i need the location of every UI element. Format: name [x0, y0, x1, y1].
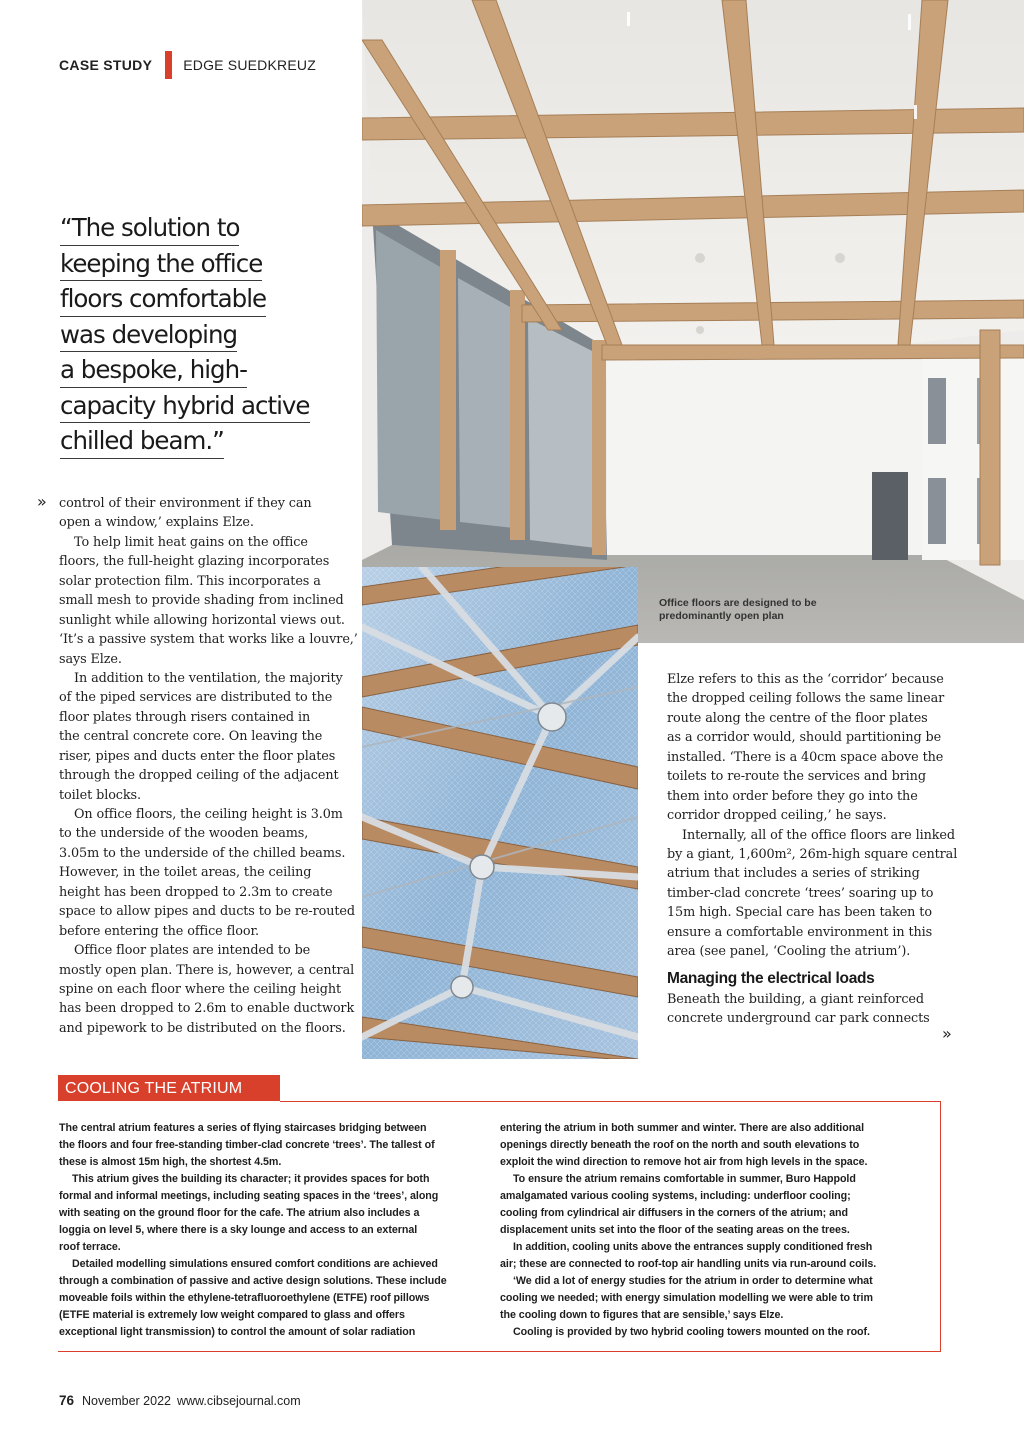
- panel-text-line: air; these are connected to roof-top air handling units via run-around coils.: [500, 1258, 877, 1270]
- section-header: [59, 50, 316, 80]
- body-text-line: control of their environment if they can: [59, 496, 312, 511]
- body-text-line: concrete underground car park connects: [667, 1011, 930, 1026]
- panel-text-line: cooling we needed; with energy simulation modelling we were able to trim: [500, 1292, 873, 1304]
- body-text-line: route along the centre of the floor plates: [667, 710, 928, 726]
- office-floor-photo: [362, 0, 1024, 643]
- body-text-line: In addition to the ventilation, the majority: [74, 670, 343, 686]
- panel-text-line: exploit the wind direction to remove hot air from high levels in the space.: [500, 1156, 868, 1168]
- panel-column-left: [59, 1120, 479, 1341]
- pull-quote-line: was developing: [60, 317, 237, 353]
- pull-quote-line: keeping the office: [60, 246, 262, 282]
- body-text-line: floor plates through risers contained in: [59, 709, 311, 725]
- body-text-line: them into order before they go into the: [667, 788, 918, 804]
- subheading: Managing the electrical loads: [667, 969, 875, 987]
- body-text-line: the dropped ceiling follows the same linear: [667, 691, 945, 707]
- body-text-line: height has been dropped to 2.3m to create: [59, 884, 333, 900]
- website-url: www.cibsejournal.com: [176, 1394, 301, 1408]
- panel-title: COOLING THE ATRIUM: [58, 1075, 280, 1101]
- pull-quote-line: floors comfortable: [60, 281, 266, 317]
- body-text-line: by a giant, 1,600m², 26m-high square central: [667, 846, 958, 862]
- body-text-line: to the underside of the wooden beams,: [59, 826, 309, 842]
- panel-text-line: moveable foils within the ethylene-tetrafluoroethylene (ETFE) roof pillows: [59, 1292, 430, 1304]
- panel-text-line: displacement units set into the floor of the seating areas on the trees.: [500, 1224, 850, 1236]
- body-text-line: 3.05m to the underside of the chilled beams.: [59, 845, 346, 861]
- body-text-line: On office floors, the ceiling height is 3.0m: [74, 807, 343, 822]
- panel-text-line: openings directly beneath the roof on the north and south elevations to: [500, 1139, 860, 1151]
- body-text-line: small mesh to provide shading from inclined: [59, 593, 344, 609]
- panel-text-line: The central atrium features a series of flying staircases bridging between: [59, 1122, 427, 1134]
- body-text-line: To help limit heat gains on the office: [74, 534, 308, 550]
- panel-text-line: Cooling is provided by two hybrid cooling towers mounted on the roof.: [513, 1326, 870, 1338]
- page-number: 76: [59, 1393, 75, 1408]
- body-text-line: through the dropped ceiling of the adjacent: [59, 768, 339, 784]
- body-text-line: space to allow pipes and ducts to be re-routed: [59, 904, 355, 920]
- body-text-line: and pipework to be distributed on the floors.: [59, 1020, 346, 1036]
- panel-text-line: amalgamated various cooling systems, including: underfloor cooling;: [500, 1190, 851, 1202]
- panel-text-line: with seating on the ground floor for the cafe. The atrium also includes a: [59, 1207, 420, 1219]
- body-column-left: [59, 494, 358, 1038]
- pull-quote-line: chilled beam.”: [60, 423, 224, 459]
- panel-text-line: This atrium gives the building its character; it provides spaces for both: [72, 1173, 430, 1185]
- body-text-line: timber-clad concrete ‘trees’ soaring up to: [667, 885, 934, 901]
- panel-text-line: these is almost 15m high, the shortest 4.5m.: [59, 1156, 282, 1168]
- panel-text-line: entering the atrium in both summer and winter. There are also additional: [500, 1122, 864, 1134]
- panel-text-line: roof terrace.: [59, 1241, 121, 1253]
- body-text-line: open a window,’ explains Elze.: [59, 515, 254, 531]
- body-text-line: mostly open plan. There is, however, a central: [59, 962, 355, 978]
- body-text-line: says Elze.: [59, 651, 122, 667]
- body-text-line: ensure a comfortable environment in this: [667, 924, 933, 940]
- body-text-line: 15m high. Special care has been taken to: [667, 905, 932, 921]
- body-text-line: of the piped services are distributed to the: [59, 690, 333, 706]
- panel-text-line: through a combination of passive and active design solutions. These include: [59, 1275, 447, 1287]
- body-text-line: However, in the toilet areas, the ceiling: [59, 865, 312, 881]
- continues-icon: »: [942, 1024, 952, 1043]
- body-text-line: solar protection film. This incorporates a: [59, 573, 321, 589]
- pull-quote-line: a bespoke, high-: [60, 352, 247, 388]
- photo-caption: Office floors are designed to be predominantly open plan: [659, 597, 817, 622]
- body-text-line: the central concrete core. On leaving the: [59, 729, 323, 745]
- body-text-line: ‘It’s a passive system that works like a louvre,’: [59, 632, 358, 648]
- body-text-line: Internally, all of the office floors are linked: [682, 827, 955, 843]
- panel-column-right: [500, 1120, 930, 1341]
- body-text-line: floors, the full-height glazing incorporates: [59, 554, 330, 570]
- panel-text-line: loggia on level 5, where there is a sky lounge and access to an external: [59, 1224, 418, 1236]
- panel-text-line: (ETFE material is extremely low weight compared to glass and offers: [59, 1309, 405, 1321]
- panel-text-line: Detailed modelling simulations ensured comfort conditions are achieved: [72, 1258, 438, 1270]
- body-text-line: atrium that includes a series of striking: [667, 866, 920, 882]
- body-text-line: spine on each floor where the ceiling height: [59, 981, 342, 997]
- panel-text-line: the floors and four free-standing timber-clad concrete ‘trees’. The tallest of: [59, 1139, 435, 1151]
- panel-text-line: exceptional light transmission) to control the amount of solar radiation: [59, 1326, 416, 1338]
- section-label: CASE STUDY: [59, 57, 153, 73]
- body-text-line: toilets to re-route the services and bring: [667, 769, 926, 785]
- atrium-roof-photo: [362, 567, 638, 1059]
- panel-text-line: the cooling down to figures that are sensible,’ says Elze.: [500, 1309, 784, 1321]
- panel-text-line: formal and informal meetings, including seating spaces in the ‘trees’, along: [59, 1190, 439, 1202]
- body-text-line: installed. ‘There is a 40cm space above the: [667, 749, 944, 765]
- panel-text-line: In addition, cooling units above the entrances supply conditioned fresh: [513, 1241, 873, 1253]
- continued-from-icon: »: [37, 492, 47, 511]
- panel-text-line: cooling from cylindrical air diffusers in the corners of the atrium; and: [500, 1207, 848, 1219]
- body-text-line: sunlight while allowing horizontal views out.: [59, 612, 345, 628]
- body-text-line: toilet blocks.: [59, 787, 141, 803]
- body-text-line: Beneath the building, a giant reinforced: [667, 991, 924, 1007]
- body-text-line: Office floor plates are intended to be: [74, 943, 311, 959]
- body-text-line: has been dropped to 2.6m to enable ductwork: [59, 1001, 355, 1017]
- pull-quote-line: “The solution to: [60, 210, 239, 246]
- page-footer: [59, 1393, 301, 1408]
- pull-quote: [60, 210, 310, 459]
- body-text-line: corridor dropped ceiling,’ he says.: [667, 808, 887, 824]
- body-text-line: before entering the office floor.: [59, 923, 260, 939]
- pull-quote-line: capacity hybrid active: [60, 388, 310, 424]
- article-subject: EDGE SUEDKREUZ: [183, 57, 316, 73]
- body-text-line: Elze refers to this as the ‘corridor’ because: [667, 672, 944, 687]
- body-text-line: as a corridor would, should partitioning be: [667, 730, 942, 746]
- body-text-line: area (see panel, ‘Cooling the atrium’).: [667, 944, 911, 960]
- panel-text-line: ‘We did a lot of energy studies for the atrium in order to determine what: [513, 1275, 873, 1287]
- body-text-line: riser, pipes and ducts enter the floor plates: [59, 748, 336, 764]
- issue-date: November 2022: [82, 1394, 171, 1408]
- header-divider-bar: [165, 51, 172, 79]
- body-column-right: [667, 670, 958, 1028]
- panel-text-line: To ensure the atrium remains comfortable in summer, Buro Happold: [513, 1173, 856, 1185]
